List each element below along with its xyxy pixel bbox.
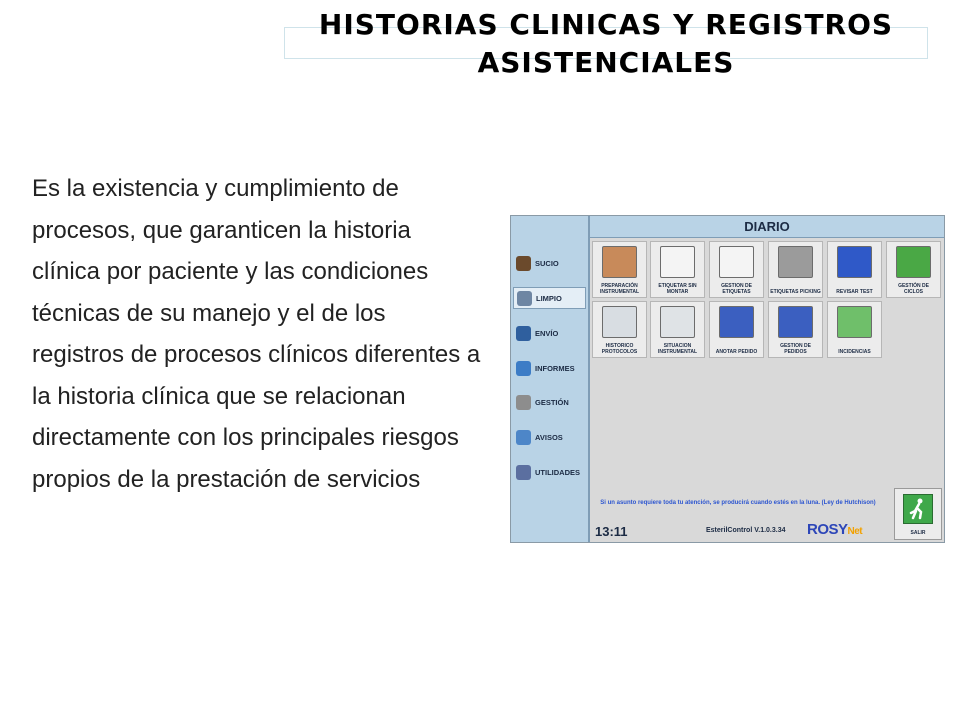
tile-button-1[interactable] <box>650 241 705 298</box>
send-icon <box>516 326 531 341</box>
sidebar-item-0[interactable] <box>513 252 586 274</box>
sidebar-item-label: ENVÍO <box>535 328 559 338</box>
protocol-history-icon <box>602 306 637 338</box>
tile-label: ETIQUETAR SIN MONTAR <box>658 283 697 295</box>
order-note-icon <box>719 306 754 338</box>
report-icon <box>516 361 531 376</box>
exit-label: SALIR <box>910 530 926 536</box>
brand-logo <box>807 521 862 538</box>
cycles-icon <box>896 246 931 278</box>
tile-label: REVISAR TEST <box>836 289 873 295</box>
alerts-icon <box>516 430 531 445</box>
exit-running-man-icon <box>903 494 933 524</box>
sidebar-item-4[interactable] <box>513 391 586 413</box>
sidebar-item-label: LIMPIO <box>536 293 562 303</box>
tile-button-6[interactable] <box>592 301 647 358</box>
sidebar-item-1[interactable] <box>513 287 586 309</box>
order-management-icon <box>778 306 813 338</box>
sidebar-item-label: AVISOS <box>535 432 563 442</box>
tile-label: INCIDENCIAS <box>838 349 871 355</box>
clock: 13:11 <box>595 524 628 539</box>
tile-button-3[interactable] <box>768 241 823 298</box>
utilities-icon <box>516 465 531 480</box>
tile-button-7[interactable] <box>650 301 705 358</box>
tile-label: GESTION DE PEDIDOS <box>780 343 811 355</box>
sidebar-item-label: GESTIÓN <box>535 397 569 407</box>
tile-label: SITUACION INSTRUMENTAL <box>657 343 698 355</box>
tile-button-8[interactable] <box>709 301 764 358</box>
instrument-prep-icon <box>602 246 637 278</box>
sidebar-item-3[interactable] <box>513 357 586 379</box>
app-sidebar <box>511 216 590 542</box>
caduceus-icon <box>837 246 872 278</box>
tile-label: ETIQUETAS PICKING <box>770 289 821 295</box>
label-unmounted-icon <box>660 246 695 278</box>
tile-label: HISTORICO PROTOCOLOS <box>601 343 638 355</box>
sidebar-item-label: INFORMES <box>535 363 575 373</box>
tile-label: PREPARACIÓN INSTRUMENTAL <box>599 283 640 295</box>
tile-button-10[interactable] <box>827 301 882 358</box>
clean-icon <box>517 291 532 306</box>
picking-labels-icon <box>778 246 813 278</box>
tile-button-5[interactable] <box>886 241 941 298</box>
sidebar-item-6[interactable] <box>513 461 586 483</box>
tile-button-0[interactable] <box>592 241 647 298</box>
incidents-icon <box>837 306 872 338</box>
tile-button-2[interactable] <box>709 241 764 298</box>
dirty-icon <box>516 256 531 271</box>
footer-quote: Si un asunto requiere toda tu atención, se producirá cuando estés en la luna. (Ley de Hutchison) <box>600 500 876 506</box>
tile-label: GESTION DE ETIQUETAS <box>721 283 752 295</box>
sidebar-item-label: UTILIDADES <box>535 467 580 477</box>
tile-label: GESTIÓN DE CICLOS <box>898 283 929 295</box>
brand-suffix: Net <box>847 526 863 537</box>
tile-label: ANOTAR PEDIDO <box>715 349 758 355</box>
label-management-icon <box>719 246 754 278</box>
brand-main: ROSY <box>807 521 848 538</box>
app-screenshot <box>510 215 945 543</box>
sidebar-item-label: SUCIO <box>535 258 559 268</box>
slide-title: HISTORIAS CLINICAS Y REGISTROS ASISTENCIALES <box>318 8 894 79</box>
sidebar-item-5[interactable] <box>513 426 586 448</box>
instrument-status-icon <box>660 306 695 338</box>
sidebar-item-2[interactable] <box>513 322 586 344</box>
version-label: EsterilControl V.1.0.3.34 <box>706 527 786 534</box>
tile-button-9[interactable] <box>768 301 823 358</box>
app-header: DIARIO <box>590 216 944 238</box>
exit-button[interactable] <box>894 488 942 540</box>
tile-button-4[interactable] <box>827 241 882 298</box>
management-icon <box>516 395 531 410</box>
slide-body-text: Es la existencia y cumplimiento de procesos, que garanticen la historia clínica por paciente y las condiciones técnicas de su manejo y el de los registros de procesos clínicos diferentes a la historia clínica que se relacionan directamente con los principales riesgos propios de la prestación de servicios <box>32 175 481 493</box>
